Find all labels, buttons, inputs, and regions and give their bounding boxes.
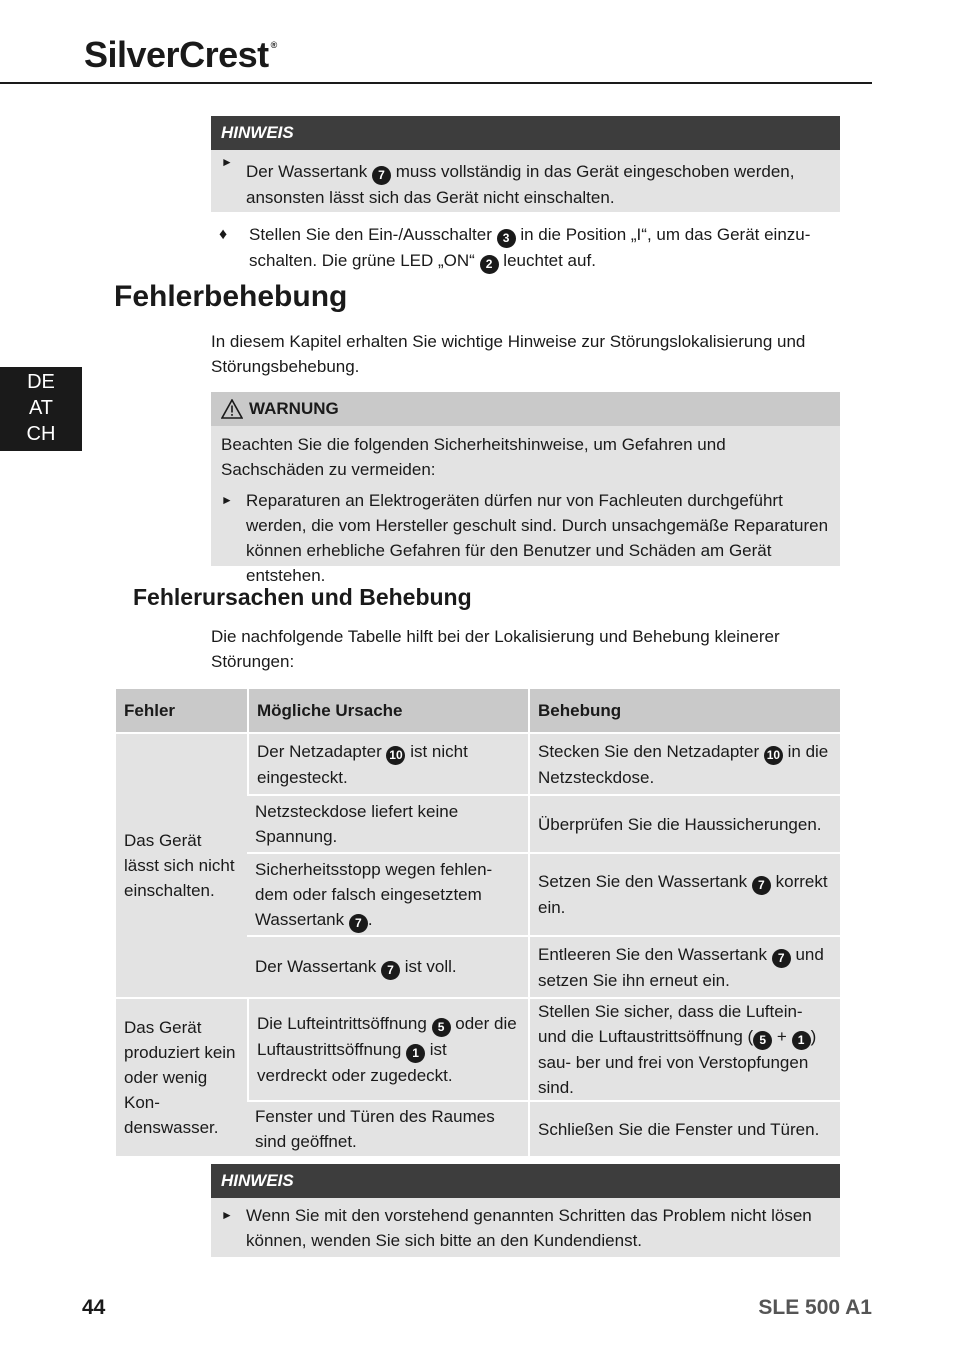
subsection-intro: Die nachfolgende Tabelle hilft bei der Lokalisierung und Behebung kleinerer Störungen: (211, 627, 780, 671)
troubleshooting-table (116, 689, 840, 1156)
number-badge: 1 (406, 1044, 425, 1063)
fix-cell: Schließen Sie die Fenster und Türen. (528, 1100, 840, 1156)
note-title: HINWEIS (211, 1164, 840, 1198)
note-box-2 (211, 1164, 840, 1257)
brand-logo: SilverCrest ® (84, 34, 277, 75)
number-badge: 7 (381, 961, 400, 980)
table-row (116, 997, 840, 1100)
number-badge: 7 (372, 166, 391, 185)
note-bullet: ► Der Wassertank 7 muss vollständig in das Gerät eingeschoben werden, ansonsten lässt sich das Gerät nicht einschalten. (211, 150, 840, 210)
section-intro: In diesem Kapitel erhalten Sie wichtige Hinweise zur Störungslokalisierung und Störungsbehebung. (211, 332, 806, 376)
lang-ch: CH (26, 423, 56, 445)
cause-cell: Sicherheitsstopp wegen fehlen- dem oder falsch eingesetztem Wassertank 7 . (247, 852, 528, 935)
section-title: Fehlerbehebung (114, 280, 348, 313)
page-number: 44 (82, 1296, 106, 1319)
language-tab (0, 367, 82, 451)
subsection-title: Fehlerursachen und Behebung (133, 584, 472, 610)
note-bullet: ► Wenn Sie mit den vorstehend genannten Schritten das Problem nicht lösen können, wenden Sie sich bitte an den Kundendienst. (211, 1198, 840, 1253)
number-badge: 5 (753, 1031, 772, 1050)
cause-cell: Netzsteckdose liefert keine Spannung. (247, 794, 528, 852)
number-badge: 3 (497, 229, 516, 248)
number-badge: 10 (764, 746, 783, 765)
fix-cell: Stecken Sie den Netzadapter 10 in die Netzsteckdose. (528, 732, 840, 794)
lang-de: DE (27, 371, 55, 393)
fix-cell: Stellen Sie sicher, dass die Luftein- und die Luftaustrittsöffnung ( 5 + 1 ) sau- ber und frei von Verstopfungen sind. (528, 997, 840, 1100)
arrow-bullet-icon: ► (221, 1208, 233, 1222)
warning-bullet: ► Reparaturen an Elektrogeräten dürfen nur von Fachleuten durchgeführt werden, die vom Hersteller geschult sind. Durch unsachgemäße Reparaturen können erhebliche Gefahren für den Benutzer und Schäden am Gerät entstehen. (211, 482, 840, 588)
number-badge: 1 (792, 1031, 811, 1050)
table-header-row (116, 689, 840, 732)
cause-cell: Die Lufteintrittsöffnung 5 oder die Luftaustrittsöffnung 1 ist verdreckt oder zugedeckt. (247, 997, 528, 1100)
column-header: Mögliche Ursache (247, 689, 528, 732)
lang-at: AT (28, 397, 54, 419)
warning-header: WARNUNG (211, 392, 840, 426)
column-header: Behebung (528, 689, 840, 732)
number-badge: 7 (752, 876, 771, 895)
number-badge: 7 (772, 949, 791, 968)
arrow-bullet-icon: ► (221, 155, 233, 169)
column-header: Fehler (116, 689, 247, 732)
cause-cell: Der Wassertank 7 ist voll. (247, 935, 528, 997)
fault-cell: Das Gerät lässt sich nicht einschalten. (116, 732, 247, 997)
fix-cell: Entleeren Sie den Wassertank 7 und setzen Sie ihn erneut ein. (528, 935, 840, 997)
fault-cell: Das Gerät produziert kein oder wenig Kon- denswasser. (116, 997, 247, 1156)
note-box-1 (211, 116, 840, 212)
arrow-bullet-icon: ► (221, 493, 233, 507)
note-title: HINWEIS (211, 116, 840, 150)
number-badge: 2 (480, 255, 499, 274)
cause-cell: Fenster und Türen des Raumes sind geöffnet. (247, 1100, 528, 1156)
number-badge: 5 (432, 1018, 451, 1037)
header-rule (0, 82, 872, 84)
number-badge: 10 (386, 746, 405, 765)
fix-cell: Setzen Sie den Wassertank 7 korrekt ein. (528, 852, 840, 935)
fix-cell: Überprüfen Sie die Haussicherungen. (528, 794, 840, 852)
warning-triangle-icon (221, 399, 243, 419)
diamond-bullet-icon: ♦ (219, 226, 228, 243)
table-row (116, 732, 840, 794)
cause-cell: Der Netzadapter 10 ist nicht eingesteckt. (247, 732, 528, 794)
model-name: SLE 500 A1 (758, 1296, 872, 1319)
warning-box (211, 392, 840, 585)
warning-text: Beachten Sie die folgenden Sicherheitshinweise, um Gefahren und Sachschäden zu vermeiden: (221, 435, 726, 479)
instruction-step: ♦ Stellen Sie den Ein-/Ausschalter 3 in die Position „I“, um das Gerät einzu- schalten. Die grüne LED „ON“ 2 leuchtet auf. (214, 222, 874, 274)
number-badge: 7 (349, 914, 368, 933)
